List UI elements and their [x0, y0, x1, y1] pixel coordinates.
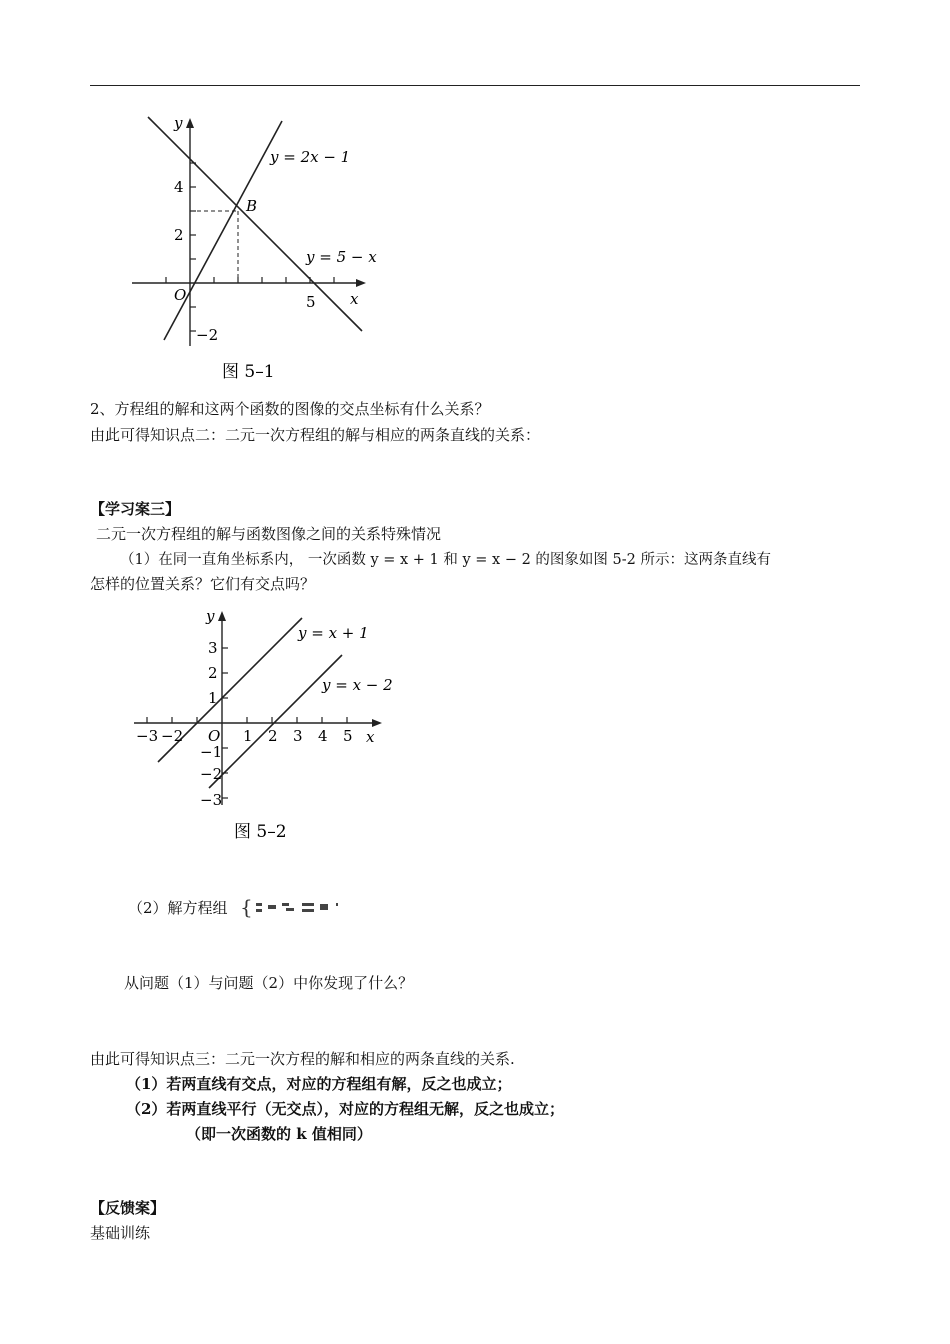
svg-text:{: {: [240, 895, 253, 919]
x-axis-arrow: [356, 279, 366, 287]
tick-x-neg3: −3: [136, 727, 159, 745]
tick-y-3: 3: [208, 639, 218, 657]
tick-x-2: 2: [268, 727, 278, 745]
tick-x-neg2: −2: [161, 727, 184, 745]
line2-label: y = 5 − x: [306, 248, 377, 266]
tick-y-2: 2: [174, 226, 184, 244]
line1-label: y = x + 1: [298, 624, 369, 642]
x-axis-arrow: [372, 719, 382, 727]
tick-x-4: 4: [318, 727, 328, 745]
y-axis-arrow: [218, 611, 226, 621]
section-3-title: 【学习案三】: [90, 500, 181, 518]
figure-5-1: [120, 108, 390, 393]
figure-caption: 图 5–2: [234, 822, 287, 842]
point-b-label: B: [246, 197, 258, 215]
knowledge-point-2: 由此可得知识点二：二元一次方程组的解与相应的两条直线的关系：: [90, 426, 541, 444]
question-2: 2、方程组的解和这两个函数的图像的交点坐标有什么关系？: [90, 400, 490, 418]
tick-y-neg2: −2: [200, 765, 223, 783]
figure-caption: 图 5–1: [222, 362, 275, 382]
tick-y-neg3: −3: [200, 791, 223, 809]
question-2-solve: （2）解方程组: [128, 899, 228, 917]
section-3-subtitle: 二元一次方程组的解与函数图像之间的关系特殊情况: [96, 525, 442, 543]
feedback-title: 【反馈案】: [90, 1199, 166, 1217]
tick-x-1: 1: [243, 727, 253, 745]
y-axis-arrow: [186, 118, 194, 128]
basic-training: 基础训练: [90, 1224, 151, 1242]
rule-2: （2）若两直线平行（无交点），对应的方程组无解，反之也成立；: [126, 1100, 564, 1118]
rule-1: （1）若两直线有交点，对应的方程组有解，反之也成立；: [126, 1075, 512, 1093]
figure-5-2: [128, 605, 393, 845]
tick-x-5: 5: [343, 727, 353, 745]
tick-y-neg2: −2: [196, 326, 219, 344]
question-1-line-2: 怎样的位置关系？它们有交点吗？: [90, 575, 316, 593]
tick-y-2: 2: [208, 664, 218, 682]
axis-y-label: y: [174, 114, 183, 132]
rule-3: （即一次函数的 k 值相同）: [186, 1125, 372, 1143]
question-1-line-1: （1）在同一直角坐标系内， 一次函数 y = x + 1 和 y = x − 2 的图象如图 5-2 所示：这两条直线有: [120, 552, 771, 568]
tick-x-3: 3: [293, 727, 303, 745]
axis-y-label: y: [206, 607, 215, 625]
origin-label: O: [174, 286, 187, 304]
tick-x-5: 5: [306, 293, 316, 311]
header-rule: [90, 85, 860, 86]
tick-y-1: 1: [208, 689, 218, 707]
tick-y-neg1: −1: [200, 743, 223, 761]
axis-x-label: x: [366, 728, 375, 746]
origin-label: O: [208, 727, 221, 745]
equation-system-image: [240, 895, 360, 921]
knowledge-point-3: 由此可得知识点三：二元一次方程的解和相应的两条直线的关系.: [90, 1050, 515, 1068]
axis-x-label: x: [350, 290, 359, 308]
discover-question: 从问题（1）与问题（2）中你发现了什么？: [124, 974, 414, 992]
line2-label: y = x − 2: [322, 676, 393, 694]
line1-label: y = 2x − 1: [270, 148, 351, 166]
tick-y-4: 4: [174, 178, 184, 196]
